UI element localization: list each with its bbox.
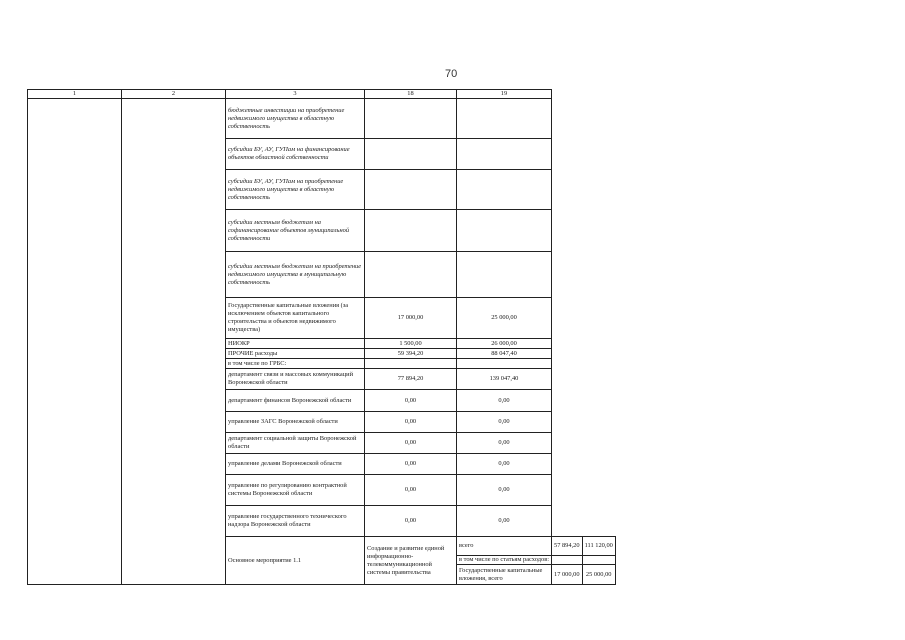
value-col18: 77 894,20 bbox=[365, 369, 457, 390]
table-row bbox=[28, 99, 616, 139]
row-label: управление по регулированию контрактной системы Воронежской области bbox=[226, 475, 365, 506]
value-col19: 0,00 bbox=[457, 506, 552, 537]
value-col19 bbox=[457, 359, 552, 369]
value-col19: 88 047,40 bbox=[457, 349, 552, 359]
value-col19 bbox=[457, 139, 552, 170]
value-col19: 0,00 bbox=[457, 475, 552, 506]
value-col19: 0,00 bbox=[457, 412, 552, 433]
value-col19: 26 000,00 bbox=[457, 339, 552, 349]
header-cell-col19: 19 bbox=[457, 90, 552, 99]
value-col18: 0,00 bbox=[365, 412, 457, 433]
value-col18: 57 894,20 bbox=[552, 537, 583, 556]
row-label: Государственные капитальные вложения (за исключением объектов капитального строительства и объектов недвижимого имущества) bbox=[226, 298, 365, 339]
row-label: Государственные капитальные вложения, всего bbox=[457, 565, 552, 585]
value-col18: 17 000,00 bbox=[365, 298, 457, 339]
row-label: ПРОЧИЕ расходы bbox=[226, 349, 365, 359]
budget-table bbox=[27, 89, 616, 585]
row-label: управление делами Воронежской области bbox=[226, 454, 365, 475]
value-col18: 1 500,00 bbox=[365, 339, 457, 349]
value-col19 bbox=[457, 99, 552, 139]
header-cell-col3: 3 bbox=[226, 90, 365, 99]
row-label: субсидии местным бюджетам на софинансирование объектов муниципальной собственности bbox=[226, 210, 365, 252]
row-label: департамент социальной защиты Воронежской области bbox=[226, 433, 365, 454]
value-col18 bbox=[365, 359, 457, 369]
row-label: в том числе по ГРБС: bbox=[226, 359, 365, 369]
row-label: в том числе по статьям расходов: bbox=[457, 556, 552, 565]
row-label: управление ЗАГС Воронежской области bbox=[226, 412, 365, 433]
value-col18 bbox=[365, 170, 457, 210]
value-col19: 0,00 bbox=[457, 390, 552, 412]
empty-cell-col2 bbox=[122, 99, 226, 585]
value-col18: 0,00 bbox=[365, 454, 457, 475]
header-cell-col2: 2 bbox=[122, 90, 226, 99]
header-row bbox=[28, 90, 616, 99]
row-label: субсидии местным бюджетам на приобретение недвижимого имущества в муниципальную собственность bbox=[226, 252, 365, 298]
row-label: всего bbox=[457, 537, 552, 556]
empty-cell-col1 bbox=[28, 99, 122, 585]
row-label: субсидии БУ, АУ, ГУПам на финансирование объектов областной собственности bbox=[226, 139, 365, 170]
value-col18: 17 000,00 bbox=[552, 565, 583, 585]
header-cell-col18: 18 bbox=[365, 90, 457, 99]
value-col19: 111 120,00 bbox=[582, 537, 615, 556]
value-col18 bbox=[552, 556, 583, 565]
value-col19 bbox=[457, 170, 552, 210]
row-label: субсидии БУ, АУ, ГУПам на приобретение недвижимого имущества в областную собственность bbox=[226, 170, 365, 210]
value-col18 bbox=[365, 139, 457, 170]
value-col18 bbox=[365, 210, 457, 252]
value-col19: 139 047,40 bbox=[457, 369, 552, 390]
value-col18 bbox=[365, 99, 457, 139]
value-col18: 0,00 bbox=[365, 433, 457, 454]
value-col19: 0,00 bbox=[457, 433, 552, 454]
value-col19 bbox=[457, 252, 552, 298]
header-cell-col1: 1 bbox=[28, 90, 122, 99]
row-label: департамент связи и массовых коммуникаций Воронежской области bbox=[226, 369, 365, 390]
value-col19: 0,00 bbox=[457, 454, 552, 475]
main-event-title: Создание и развитие единой информационно-телекоммуникационной системы правительства bbox=[365, 537, 457, 585]
value-col18: 0,00 bbox=[365, 506, 457, 537]
value-col18: 0,00 bbox=[365, 390, 457, 412]
value-col19: 25 000,00 bbox=[457, 298, 552, 339]
main-event-code: Основное мероприятие 1.1 bbox=[226, 537, 365, 585]
value-col19: 25 000,00 bbox=[582, 565, 615, 585]
value-col19 bbox=[457, 210, 552, 252]
row-label: НИОКР bbox=[226, 339, 365, 349]
page-number: 70 bbox=[445, 68, 458, 80]
row-label: управление государственного технического надзора Воронежской области bbox=[226, 506, 365, 537]
value-col18: 59 394,20 bbox=[365, 349, 457, 359]
value-col18 bbox=[365, 252, 457, 298]
row-label: департамент финансов Воронежской области bbox=[226, 390, 365, 412]
value-col18: 0,00 bbox=[365, 475, 457, 506]
row-label: бюджетные инвестиции на приобретение недвижимого имущества в областную собственность bbox=[226, 99, 365, 139]
value-col19 bbox=[582, 556, 615, 565]
